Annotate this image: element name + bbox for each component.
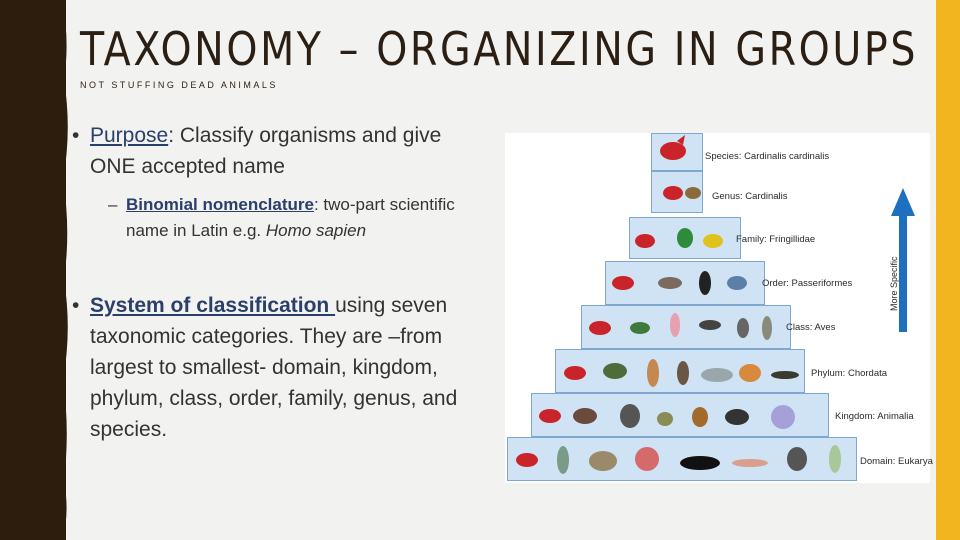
system-text: using seven taxonomic categories. They are –from largest to smallest- domain, kingdom, phylum, class, order, family, genus, and species.	[90, 294, 458, 441]
bullet-marker: •	[72, 294, 80, 317]
sub-bullet-marker: –	[108, 195, 118, 214]
purpose-text: : Classify organisms and give ONE accepted name	[90, 124, 442, 178]
slide-title: TAXONOMY – ORGANIZING IN GROUPS	[80, 22, 919, 76]
level-label-family: Family: Fringillidae	[736, 234, 816, 245]
level-label-kingdom: Kingdom: Animalia	[835, 411, 914, 422]
binomial-example: Homo sapien	[265, 221, 367, 240]
binomial-term: Binomial nomenclature	[126, 195, 314, 214]
level-label-species: Species: Cardinalis cardinalis	[705, 151, 830, 162]
level-label-order: Order: Passeriformes	[762, 278, 853, 289]
level-label-class: Class: Aves	[786, 322, 836, 333]
level-label-domain: Domain: Eukarya	[860, 456, 933, 467]
bullet-purpose	[72, 120, 467, 182]
organism-illustrations	[505, 133, 865, 483]
right-accent-bar	[936, 0, 960, 540]
bullet-system	[72, 290, 467, 445]
system-term: System of classification	[90, 294, 336, 317]
arrow-label: More Specific	[889, 256, 899, 311]
taxonomy-pyramid-figure	[505, 133, 933, 483]
left-decorative-bar	[0, 0, 66, 540]
slide-subtitle: NOT STUFFING DEAD ANIMALS	[80, 80, 278, 90]
level-label-genus: Genus: Cardinalis	[712, 191, 788, 202]
binomial-text: : two-part scientific name in Latin e.g.	[126, 195, 455, 240]
bullet-list	[72, 120, 467, 445]
torn-edge-graphic	[0, 0, 80, 540]
level-label-phylum: Phylum: Chordata	[811, 368, 888, 379]
sub-bullet-binomial	[72, 192, 467, 244]
bullet-marker: •	[72, 124, 80, 147]
purpose-term: Purpose	[90, 124, 169, 147]
